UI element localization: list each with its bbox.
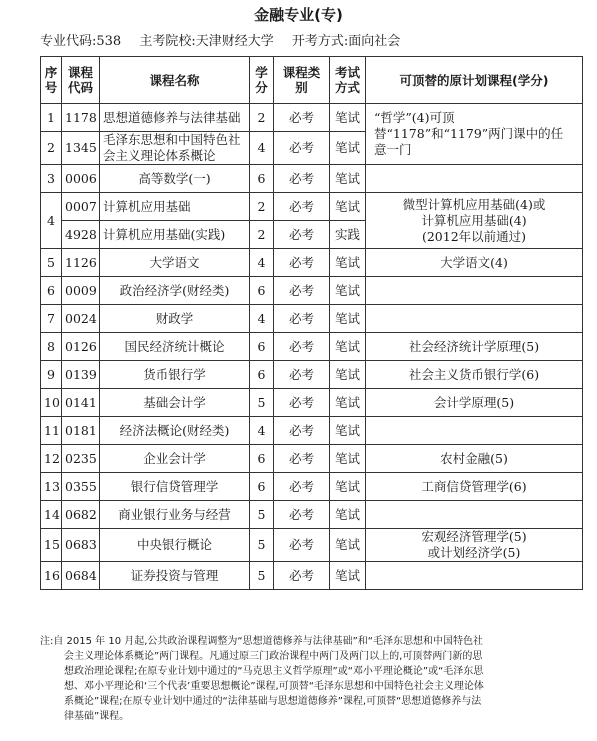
cell-type: 必考 xyxy=(274,277,330,305)
cell-exam: 笔试 xyxy=(330,333,366,361)
cell-code: 0007 xyxy=(62,193,100,221)
major-code: 专业代码:538 xyxy=(40,34,122,49)
cell-seq: 9 xyxy=(41,361,62,389)
cell-seq: 10 xyxy=(41,389,62,417)
cell-seq: 6 xyxy=(41,277,62,305)
exam-school: 主考院校:天津财经大学 xyxy=(139,34,274,49)
cell-type: 必考 xyxy=(274,473,330,501)
cell-type: 必考 xyxy=(274,445,330,473)
cell-name: 毛泽东思想和中国特色社会主义理论体系概论 xyxy=(100,132,250,165)
cell-replace xyxy=(366,165,583,193)
cell-exam: 笔试 xyxy=(330,473,366,501)
cell-replace xyxy=(366,277,583,305)
cell-credit: 4 xyxy=(250,249,274,277)
cell-exam: 笔试 xyxy=(330,529,366,562)
cell-seq: 3 xyxy=(41,165,62,193)
footnote-line: 系概论”课程;在原专业计划中通过的“法律基础与思想道德修养”课程,可顶替“思想道德修养与法 xyxy=(64,696,482,707)
cell-type: 必考 xyxy=(274,389,330,417)
table-row xyxy=(41,473,583,501)
cell-name: 商业银行业务与经营 xyxy=(100,501,250,529)
cell-type: 必考 xyxy=(274,165,330,193)
table-row xyxy=(41,305,583,333)
cell-credit: 5 xyxy=(250,529,274,562)
table-row xyxy=(41,389,583,417)
cell-type: 必考 xyxy=(274,361,330,389)
cell-credit: 6 xyxy=(250,473,274,501)
header-exam: 考试方式 xyxy=(330,57,366,104)
cell-type: 必考 xyxy=(274,529,330,562)
cell-exam: 笔试 xyxy=(330,445,366,473)
replace-line: 计算机应用基础(4) xyxy=(421,212,527,228)
cell-replace xyxy=(366,193,583,249)
cell-seq: 7 xyxy=(41,305,62,333)
major-meta xyxy=(40,30,414,49)
cell-exam: 实践 xyxy=(330,221,366,249)
cell-code: 0141 xyxy=(62,389,100,417)
cell-exam: 笔试 xyxy=(330,501,366,529)
cell-exam: 笔试 xyxy=(330,104,366,132)
cell-seq: 5 xyxy=(41,249,62,277)
cell-credit: 2 xyxy=(250,193,274,221)
cell-seq: 11 xyxy=(41,417,62,445)
cell-name: 中央银行概论 xyxy=(100,529,250,562)
footnote-line: 想政治理论课程;在原专业计划中通过的“马克思主义哲学原理”或“邓小平理论概论”或“毛泽东思 xyxy=(64,666,484,677)
table-row xyxy=(41,445,583,473)
table-row xyxy=(41,165,583,193)
cell-name: 银行信贷管理学 xyxy=(100,473,250,501)
footnote-line: 会主义理论体系概论”两门课程。凡通过原三门政治课程中两门及两门以上的,可顶替两门新的思 xyxy=(64,651,483,662)
cell-name: 高等数学(一) xyxy=(100,165,250,193)
cell-replace xyxy=(366,562,583,590)
cell-name: 思想道德修养与法律基础 xyxy=(100,104,250,132)
cell-seq: 12 xyxy=(41,445,62,473)
table-row xyxy=(41,249,583,277)
cell-exam: 笔试 xyxy=(330,132,366,165)
cell-name: 财政学 xyxy=(100,305,250,333)
cell-replace: 社会主义货币银行学(6) xyxy=(366,361,583,389)
cell-exam: 笔试 xyxy=(330,165,366,193)
cell-credit: 6 xyxy=(250,445,274,473)
page-title: 金融专业(专) xyxy=(254,6,343,24)
footnote-line: 律基础”课程。 xyxy=(64,711,130,722)
replace-line: 宏观经济管理学(5) xyxy=(421,529,527,544)
cell-credit: 4 xyxy=(250,305,274,333)
table-row xyxy=(41,562,583,590)
cell-credit: 6 xyxy=(250,277,274,305)
cell-type: 必考 xyxy=(274,132,330,165)
cell-credit: 5 xyxy=(250,562,274,590)
cell-credit: 6 xyxy=(250,333,274,361)
cell-replace xyxy=(366,417,583,445)
cell-code: 0006 xyxy=(62,165,100,193)
cell-type: 必考 xyxy=(274,562,330,590)
cell-replace: 工商信贷管理学(6) xyxy=(366,473,583,501)
cell-credit: 6 xyxy=(250,165,274,193)
replace-line: 或计划经济学(5) xyxy=(427,545,521,560)
cell-name: 企业会计学 xyxy=(100,445,250,473)
table-row xyxy=(41,361,583,389)
cell-name: 计算机应用基础 xyxy=(100,193,250,221)
cell-code: 0684 xyxy=(62,562,100,590)
table-row xyxy=(41,277,583,305)
cell-exam: 笔试 xyxy=(330,249,366,277)
cell-type: 必考 xyxy=(274,305,330,333)
header-code: 课程代码 xyxy=(62,57,100,104)
table-header-row xyxy=(41,57,583,104)
cell-type: 必考 xyxy=(274,417,330,445)
cell-seq: 1 xyxy=(41,104,62,132)
cell-seq: 13 xyxy=(41,473,62,501)
cell-replace: “哲学”(4)可顶替“1178”和“1179”两门课中的任意一门 xyxy=(366,104,583,165)
cell-seq: 8 xyxy=(41,333,62,361)
cell-code: 0181 xyxy=(62,417,100,445)
cell-code: 0009 xyxy=(62,277,100,305)
header-name: 课程名称 xyxy=(100,57,250,104)
cell-code: 4928 xyxy=(62,221,100,249)
cell-exam: 笔试 xyxy=(330,277,366,305)
cell-exam: 笔试 xyxy=(330,417,366,445)
cell-type: 必考 xyxy=(274,249,330,277)
cell-code: 1126 xyxy=(62,249,100,277)
cell-code: 0139 xyxy=(62,361,100,389)
replace-line: (2012年以前通过) xyxy=(421,228,527,244)
cell-name: 证券投资与管理 xyxy=(100,562,250,590)
cell-code: 0126 xyxy=(62,333,100,361)
cell-type: 必考 xyxy=(274,193,330,221)
cell-code: 0682 xyxy=(62,501,100,529)
cell-credit: 5 xyxy=(250,389,274,417)
footnote xyxy=(40,634,588,724)
cell-exam: 笔试 xyxy=(330,193,366,221)
cell-seq: 16 xyxy=(41,562,62,590)
cell-replace: 大学语文(4) xyxy=(366,249,583,277)
header-seq: 序号 xyxy=(41,57,62,104)
cell-name: 货币银行学 xyxy=(100,361,250,389)
cell-seq: 15 xyxy=(41,529,62,562)
cell-code: 0683 xyxy=(62,529,100,562)
table-row xyxy=(41,193,583,221)
cell-seq: 4 xyxy=(41,193,62,249)
cell-exam: 笔试 xyxy=(330,361,366,389)
cell-exam: 笔试 xyxy=(330,305,366,333)
cell-credit: 2 xyxy=(250,104,274,132)
cell-name: 国民经济统计概论 xyxy=(100,333,250,361)
cell-code: 0355 xyxy=(62,473,100,501)
exam-mode: 开考方式:面向社会 xyxy=(291,34,401,49)
cell-code: 1178 xyxy=(62,104,100,132)
cell-replace xyxy=(366,529,583,562)
header-replace: 可顶替的原计划课程(学分) xyxy=(366,57,583,104)
cell-replace: 会计学原理(5) xyxy=(366,389,583,417)
cell-type: 必考 xyxy=(274,104,330,132)
cell-code: 0235 xyxy=(62,445,100,473)
cell-credit: 2 xyxy=(250,221,274,249)
footnote-line: 注:自 2015 年 10 月起,公共政治课程调整为“思想道德修养与法律基础”和“毛泽东思想和中国特色社 xyxy=(40,636,483,647)
cell-code: 0024 xyxy=(62,305,100,333)
table-row xyxy=(41,501,583,529)
cell-name: 政治经济学(财经类) xyxy=(100,277,250,305)
cell-replace xyxy=(366,305,583,333)
cell-seq: 2 xyxy=(41,132,62,165)
cell-name: 大学语文 xyxy=(100,249,250,277)
table-row xyxy=(41,104,583,132)
table-row xyxy=(41,529,583,562)
cell-seq: 14 xyxy=(41,501,62,529)
header-credit: 学分 xyxy=(250,57,274,104)
header-type: 课程类别 xyxy=(274,57,330,104)
cell-type: 必考 xyxy=(274,221,330,249)
table-row xyxy=(41,333,583,361)
cell-replace: 社会经济统计学原理(5) xyxy=(366,333,583,361)
cell-credit: 4 xyxy=(250,417,274,445)
cell-code: 1345 xyxy=(62,132,100,165)
cell-exam: 笔试 xyxy=(330,389,366,417)
cell-type: 必考 xyxy=(274,333,330,361)
cell-replace xyxy=(366,501,583,529)
table-row xyxy=(41,417,583,445)
course-table xyxy=(40,56,583,590)
cell-name: 基础会计学 xyxy=(100,389,250,417)
cell-credit: 6 xyxy=(250,361,274,389)
footnote-line: 想、邓小平理论和‘三个代表’重要思想概论”课程,可顶替“毛泽东思想和中国特色社会主义理论体 xyxy=(64,681,484,692)
cell-credit: 4 xyxy=(250,132,274,165)
cell-exam: 笔试 xyxy=(330,562,366,590)
cell-name: 计算机应用基础(实践) xyxy=(100,221,250,249)
cell-type: 必考 xyxy=(274,501,330,529)
cell-name: 经济法概论(财经类) xyxy=(100,417,250,445)
replace-line: 微型计算机应用基础(4)或 xyxy=(402,196,546,212)
cell-replace: 农村金融(5) xyxy=(366,445,583,473)
cell-credit: 5 xyxy=(250,501,274,529)
